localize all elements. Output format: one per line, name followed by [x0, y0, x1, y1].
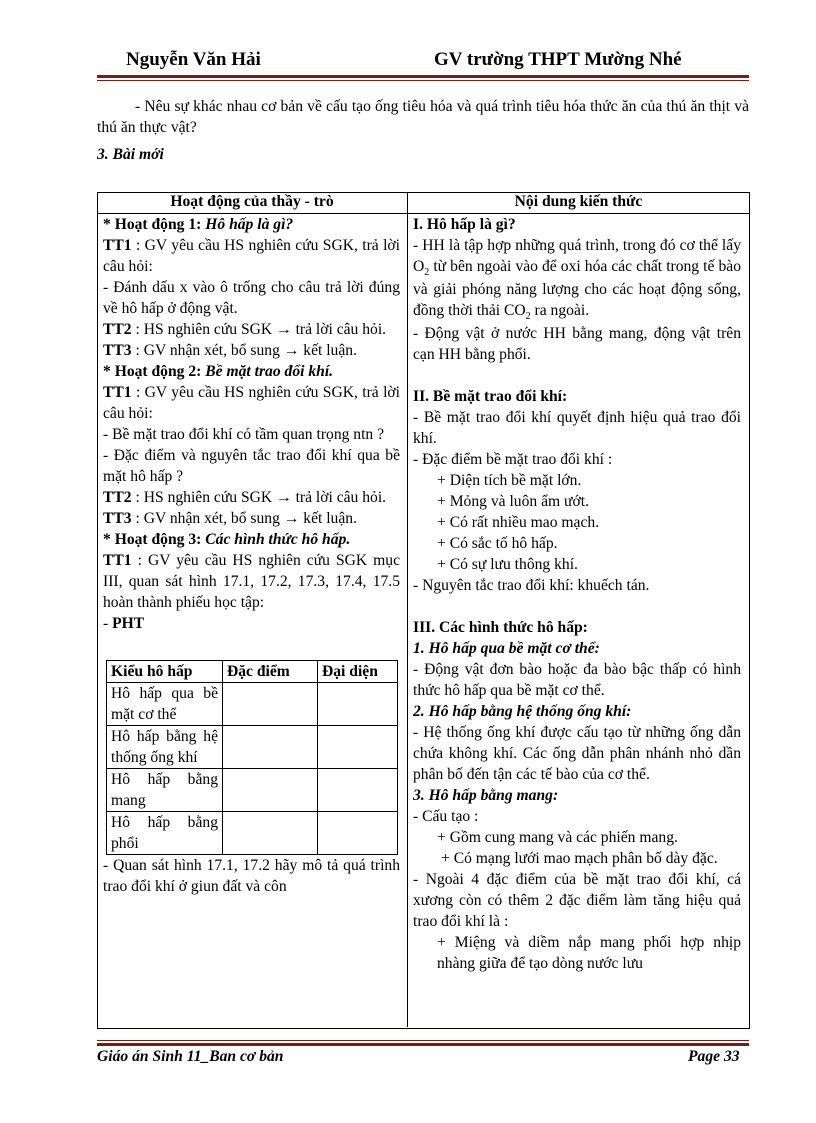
header-rule-thin: [97, 80, 749, 81]
section-3-2-text: - Hệ thống ống khí được cấu tạo từ những ống dẫn chứa không khí. Các ống dẫn phân nhánh nhỏ dần phân bố đến tận các tế bào của cơ thể.: [413, 724, 741, 783]
page-number: Page 33: [688, 1048, 740, 1065]
table-column-divider: [407, 192, 408, 1027]
worksheet-row-label: Hô hấp bằng phổi: [107, 812, 223, 855]
activity-2-question-2: - Đặc điểm và nguyên tắc trao đổi khí qua bề mặt hô hấp ?: [103, 447, 400, 485]
section-3-3-extra: - Ngoài 4 đặc điểm của bề mặt trao đổi khí, cá xương còn có thêm 2 đặc điểm làm tăng hiệu quả trao đổi khí là :: [413, 871, 741, 930]
section-3-3-structure: - Cấu tạo :: [413, 808, 479, 825]
activity-2-question-1: - Bề mặt trao đổi khí có tầm quan trọng ntn ?: [103, 426, 385, 443]
section-2-title: II. Bề mặt trao đổi khí:: [413, 388, 568, 405]
activity-1-task: - Đánh dấu x vào ô trống cho câu trả lời đúng về hô hấp ở động vật.: [103, 279, 400, 317]
activities-column: [103, 214, 400, 1026]
section-3-1-title: 1. Hô hấp qua bề mặt cơ thể:: [413, 640, 600, 657]
activity-1-tt3: TT3 : GV nhận xét, bổ sung → kết luận.: [103, 342, 357, 359]
worksheet-empty-cell[interactable]: [223, 769, 318, 812]
list-item: + Miệng và diềm nắp mang phối hợp nhịp nhàng giữa để tạo dòng nước lưu: [437, 934, 741, 972]
list-item: + Mỏng và luôn ẩm ướt.: [437, 493, 589, 510]
section-1-definition: - HH là tập hợp những quá trình, trong đó cơ thể lấy $O_2$ từ bên ngoài vào để oxi hóa các chất trong tế bào và giải phóng năng lượng cho các hoạt động sống, đồng thời thải $CO_2$ ra ngoài.: [413, 237, 741, 322]
activity-3-heading: * Hoạt động 3: Các hình thức hô hấp.: [103, 531, 351, 548]
section-3-1-text: - Động vật đơn bào hoặc đa bào bậc thấp có hình thức hô hấp qua bề mặt cơ thể.: [413, 661, 741, 699]
worksheet-empty-cell[interactable]: [223, 683, 318, 726]
list-item: + Có sắc tố hô hấp.: [437, 535, 558, 552]
spacer: [413, 596, 741, 617]
spacer: [413, 365, 741, 386]
header-author: Nguyễn Văn Hải: [126, 49, 261, 70]
list-item: + Có mạng lưới mao mạch phân bố dày đặc.: [441, 850, 718, 867]
header-school: GV trường THPT Mường Nhé: [434, 49, 682, 70]
footer-rule-thin: [97, 1040, 749, 1041]
worksheet-empty-cell[interactable]: [318, 726, 398, 769]
table-header-content: Nội dung kiến thức: [514, 193, 643, 210]
section-3-3-title: 3. Hô hấp bằng mang:: [413, 787, 559, 804]
activity-2-tt3: TT3 : GV nhận xét, bổ sung → kết luận.: [103, 510, 357, 527]
section-2-principle: - Nguyên tắc trao đổi khí: khuếch tán.: [413, 577, 650, 594]
table-row: [107, 683, 398, 726]
section-3-2-title: 2. Hô hấp bằng hệ thống ống khí:: [413, 703, 632, 720]
worksheet-empty-cell[interactable]: [318, 812, 398, 855]
activity-1-tt1: TT1 : GV yêu cầu HS nghiên cứu SGK, trả lời câu hỏi:: [103, 237, 400, 275]
review-question: - Nêu sự khác nhau cơ bản về cấu tạo ống tiêu hóa và quá trình tiêu hóa thức ăn của thú ăn thịt và thú ăn thực vật?: [97, 98, 749, 136]
section-1-note: - Động vật ở nước HH bằng mang, động vật trên cạn HH bằng phổi.: [413, 325, 741, 363]
intro-question: [97, 96, 749, 138]
worksheet-empty-cell[interactable]: [318, 769, 398, 812]
worksheet-row-label: Hô hấp bằng mang: [107, 769, 223, 812]
section-2-intro: - Bề mặt trao đổi khí quyết định hiệu quả trao đổi khí.: [413, 409, 741, 447]
section-3-title: III. Các hình thức hô hấp:: [413, 619, 588, 636]
list-item: + Gồm cung mang và các phiến mang.: [437, 829, 678, 846]
header-rule: [97, 75, 749, 78]
worksheet-table: [106, 660, 398, 855]
table-row: [107, 769, 398, 812]
activity-3-tt1: TT1 : GV yêu cầu HS nghiên cứu SGK mục III, quan sát hình 17.1, 17.2, 17.3, 17.4, 17.5 hoàn thành phiếu học tập:: [103, 552, 400, 611]
table-row: [107, 726, 398, 769]
activity-2-tt2: TT2 : HS nghiên cứu SGK → trả lời câu hỏi.: [103, 489, 387, 506]
footer-rule: [97, 1043, 749, 1046]
worksheet-header-features: Đặc điểm: [223, 661, 318, 683]
worksheet-row-label: Hô hấp qua bề mặt cơ thể: [107, 683, 223, 726]
worksheet-header-row: [107, 661, 398, 683]
list-item: + Diện tích bề mặt lớn.: [437, 472, 582, 489]
worksheet-row-label: Hô hấp bằng hệ thống ống khí: [107, 726, 223, 769]
footer-title: Giáo án Sinh 11_Ban cơ bản: [97, 1048, 284, 1065]
section-2-features-label: - Đặc điểm bề mặt trao đổi khí :: [413, 451, 613, 468]
activity-2-heading: * Hoạt động 2: Bề mặt trao đổi khí.: [103, 363, 334, 380]
list-item: + Có sự lưu thông khí.: [437, 556, 578, 573]
content-column: [413, 214, 741, 1026]
list-item: + Có rất nhiều mao mạch.: [437, 514, 600, 531]
table-row: [107, 812, 398, 855]
activity-1-tt2: TT2 : HS nghiên cứu SGK → trả lời câu hỏi.: [103, 321, 387, 338]
activity-1-heading: * Hoạt động 1: Hô hấp là gì?: [103, 216, 294, 233]
activity-3-observe: - Quan sát hình 17.1, 17.2 hãy mô tả quá trình trao đổi khí ở giun đất và côn: [103, 857, 400, 895]
worksheet-empty-cell[interactable]: [223, 726, 318, 769]
worksheet-header-type: Kiểu hô hấp: [107, 661, 223, 683]
activity-2-tt1: TT1 : GV yêu cầu HS nghiên cứu SGK, trả lời câu hỏi:: [103, 384, 400, 422]
worksheet-label: - PHT: [103, 615, 145, 632]
section-title: 3. Bài mới: [97, 146, 164, 163]
worksheet-header-examples: Đại diện: [318, 661, 398, 683]
worksheet-empty-cell[interactable]: [223, 812, 318, 855]
section-1-title: I. Hô hấp là gì?: [413, 216, 516, 233]
worksheet-empty-cell[interactable]: [318, 683, 398, 726]
table-header-activities: Hoạt động của thầy - trò: [170, 193, 334, 210]
